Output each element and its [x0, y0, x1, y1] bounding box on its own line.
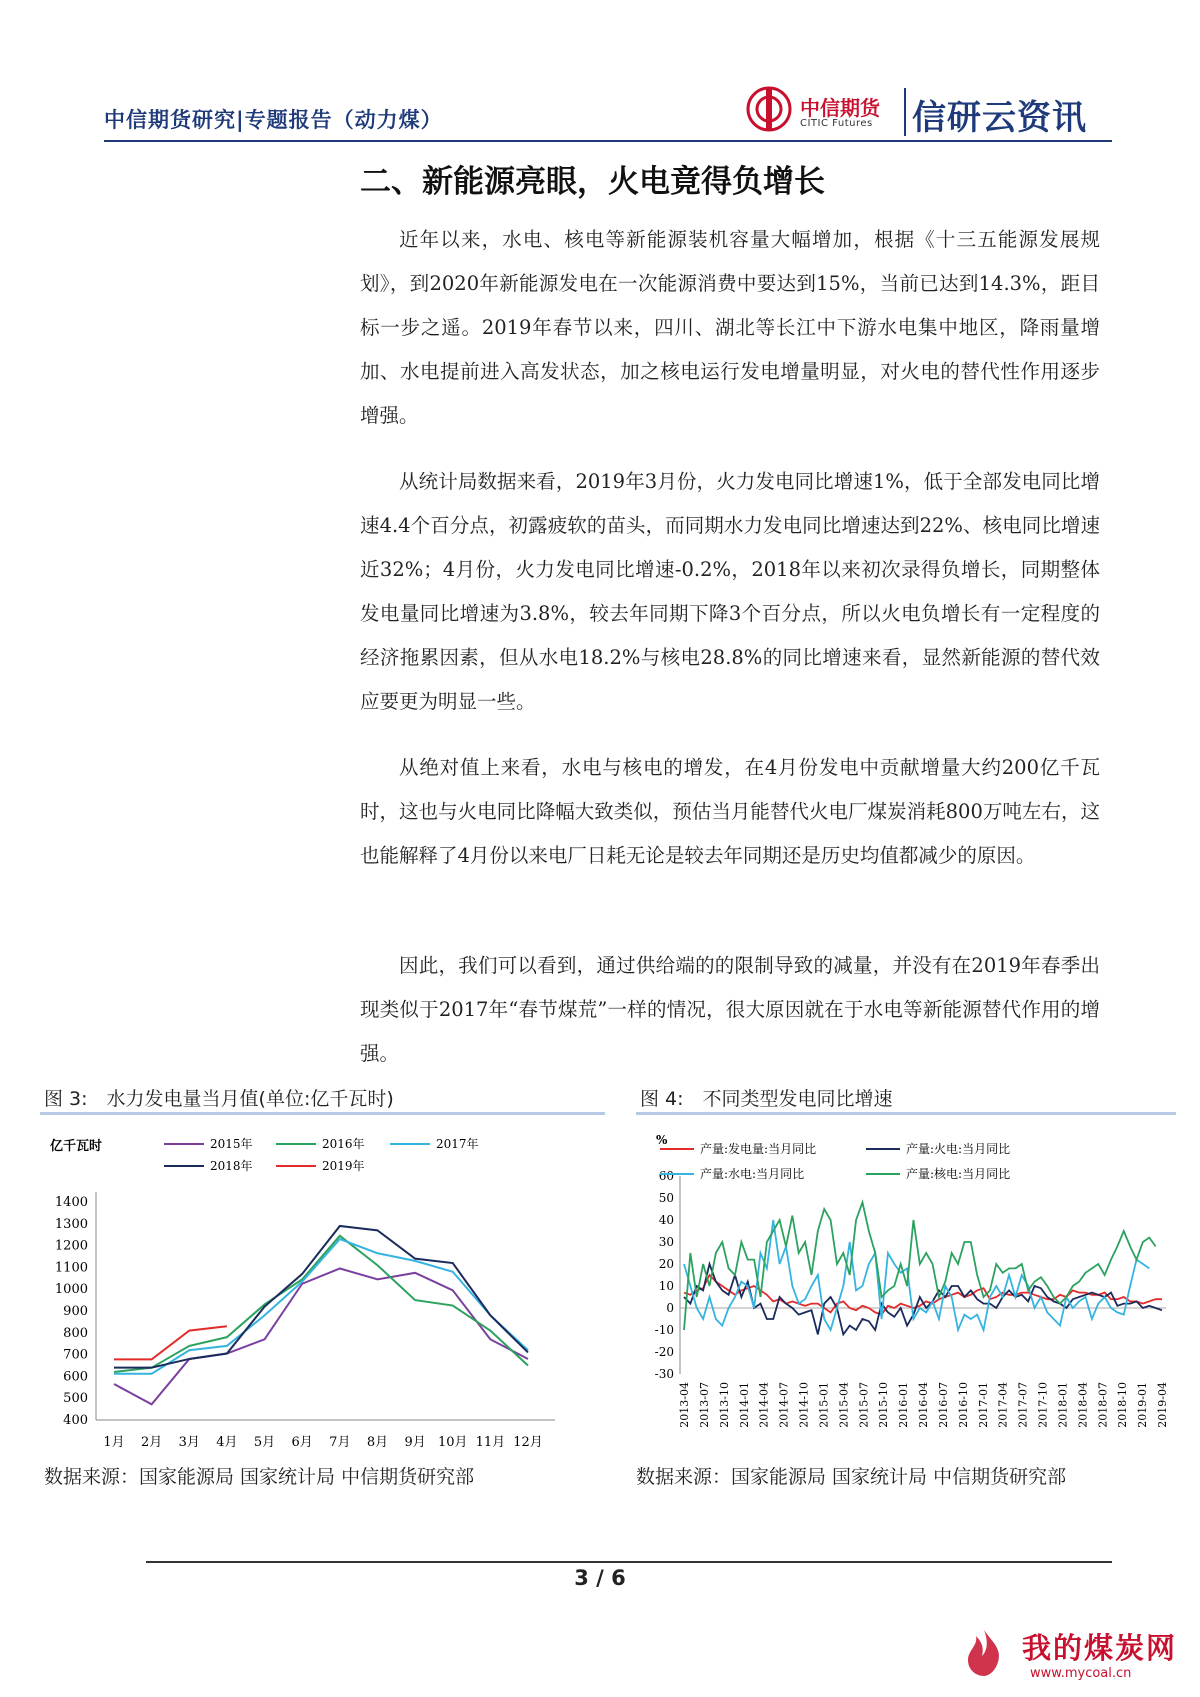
- paragraph-1: 近年以来，水电、核电等新能源装机容量大幅增加，根据《十三五能源发展规划》，到2020年新能源发电在一次能源消费中要达到15%，当前已达到14.3%，距目标一步之遥。2019年春节以来，四川、湖北等长江中下游水电集中地区，降雨量增加、水电提前进入高发状态，加之核电运行发电增量明显，对火电的替代性作用逐步增强。: [360, 228, 1100, 427]
- paragraph-2: 从统计局数据来看，2019年3月份，火力发电同比增速1%，低于全部发电同比增速4.4个百分点，初露疲软的苗头，而同期水力发电同比增速达到22%、核电同比增速近32%；4月份，火力发电同比增速-0.2%，2018年以来初次录得负增长，同期整体发电量同比增速为3.8%，较去年同期下降3个百分点，所以火电负增长有一定程度的经济拖累因素，但从水电18.2%与核电28.8%的同比增速来看，显然新能源的替代效应要更为明显一些。: [360, 470, 1100, 713]
- x-tick-label: 2015-04: [837, 1382, 851, 1428]
- y-tick-label: 50: [658, 1191, 674, 1205]
- y-tick-label: 900: [63, 1304, 88, 1319]
- y-tick-label: -20: [654, 1345, 674, 1359]
- x-tick-label: 2014-01: [737, 1382, 751, 1428]
- series-line-2016年: [114, 1236, 528, 1372]
- logo-english-name: CITIC Futures: [800, 118, 873, 129]
- paragraph-4: 因此，我们可以看到，通过供给端的的限制导致的减量，并没有在2019年春季出现类似于2017年“春节煤荒”一样的情况，很大原因就在于水电等新能源替代作用的增强。: [360, 954, 1100, 1065]
- x-tick-label: 2013-07: [697, 1382, 711, 1428]
- figure-3-caption: 图 3: 水力发电量当月值(单位:亿千瓦时): [44, 1088, 394, 1110]
- series-line-2015年: [114, 1268, 528, 1404]
- y-tick-label: 20: [658, 1257, 674, 1271]
- figure-4-source: 数据来源：国家能源局 国家统计局 中信期货研究部: [636, 1466, 1067, 1488]
- x-tick-label: 2019-04: [1156, 1382, 1169, 1428]
- y-tick-label: -30: [654, 1367, 674, 1381]
- generation-yoy-chart: [636, 1118, 1176, 1448]
- y-tick-label: 500: [63, 1391, 88, 1407]
- flame-logo-icon: [962, 1628, 1006, 1678]
- x-tick-label: 2016-04: [917, 1382, 930, 1428]
- legend-label: 产量:发电量:当月同比: [700, 1142, 817, 1156]
- x-tick-label: 10月: [437, 1435, 468, 1448]
- x-tick-label: 2018-07: [1096, 1382, 1110, 1428]
- y-tick-label: 1400: [54, 1195, 88, 1210]
- x-tick-label: 2017-01: [976, 1382, 990, 1428]
- brand-name: 信研云资讯: [912, 98, 1087, 138]
- x-tick-label: 2013-04: [678, 1382, 691, 1428]
- report-header-title: 中信期货研究|专题报告（动力煤）: [104, 108, 443, 132]
- legend-label: 2015年: [210, 1137, 253, 1151]
- y-tick-label: 400: [63, 1413, 88, 1428]
- x-tick-label: 2013-10: [717, 1382, 731, 1428]
- legend-label: 2017年: [436, 1137, 479, 1151]
- x-tick-label: 5月: [253, 1435, 276, 1448]
- legend-label: 产量:火电:当月同比: [906, 1142, 1011, 1156]
- series-line-产量:核电:当月同比: [684, 1202, 1156, 1330]
- x-tick-label: 2017-10: [1036, 1382, 1050, 1428]
- x-tick-label: 2018-01: [1056, 1382, 1070, 1428]
- y-axis-unit: %: [656, 1133, 668, 1147]
- hydro-monthly-chart: [40, 1118, 605, 1448]
- watermark-site-name: 我的煤炭网: [1022, 1631, 1178, 1665]
- figure-4-rule: [636, 1112, 1176, 1115]
- x-tick-label: 6月: [291, 1435, 313, 1448]
- x-tick-label: 8月: [366, 1435, 389, 1448]
- y-tick-label: 40: [658, 1213, 674, 1227]
- x-tick-label: 2014-04: [757, 1382, 771, 1428]
- legend-label: 2016年: [322, 1137, 365, 1151]
- legend-label: 2018年: [210, 1159, 253, 1173]
- x-tick-label: 2016-01: [897, 1382, 911, 1428]
- y-tick-label: 60: [658, 1169, 674, 1183]
- x-tick-label: 2017-07: [1016, 1382, 1030, 1428]
- x-tick-label: 2019-01: [1136, 1382, 1150, 1428]
- x-tick-label: 2018-04: [1076, 1382, 1090, 1428]
- x-tick-label: 2014-10: [797, 1382, 811, 1428]
- y-tick-label: 600: [63, 1369, 88, 1385]
- x-tick-label: 2015-01: [817, 1382, 831, 1428]
- x-tick-label: 2016-10: [956, 1382, 970, 1428]
- x-tick-label: 3月: [178, 1435, 200, 1448]
- figure-3-source: 数据来源：国家能源局 国家统计局 中信期货研究部: [44, 1466, 475, 1488]
- logo-separator: [904, 88, 906, 136]
- x-tick-label: 2017-04: [996, 1382, 1010, 1428]
- y-tick-label: 1200: [54, 1238, 88, 1254]
- legend-label: 产量:核电:当月同比: [906, 1167, 1011, 1181]
- x-tick-label: 2014-07: [777, 1382, 791, 1428]
- x-tick-label: 2018-10: [1116, 1382, 1130, 1428]
- figure-3-rule: [40, 1112, 605, 1115]
- x-tick-label: 4月: [216, 1435, 238, 1448]
- y-tick-label: 1300: [54, 1216, 88, 1232]
- x-tick-label: 2015-07: [857, 1382, 871, 1428]
- logo-chinese-name: 中信期货: [800, 96, 880, 120]
- y-tick-label: 10: [658, 1279, 674, 1293]
- legend-label: 2019年: [322, 1159, 365, 1173]
- y-tick-label: 30: [658, 1235, 674, 1249]
- figure-4-caption: 图 4: 不同类型发电同比增速: [640, 1088, 893, 1110]
- legend-label: 产量:水电:当月同比: [700, 1167, 805, 1181]
- x-tick-label: 11月: [475, 1435, 506, 1448]
- paragraph-3: 从绝对值上来看，水电与核电的增发，在4月份发电中贡献增量大约200亿千瓦时，这也与火电同比降幅大致类似，预估当月能替代火电厂煤炭消耗800万吨左右，这也能解释了4月份以来电厂日耗无论是较去年同期还是历史均值都减少的原因。: [360, 756, 1100, 867]
- y-tick-label: -10: [654, 1323, 674, 1337]
- series-line-2019年: [114, 1326, 227, 1359]
- x-tick-label: 7月: [329, 1435, 351, 1448]
- header-divider: [104, 140, 1112, 142]
- y-tick-label: 700: [63, 1347, 88, 1363]
- x-tick-label: 2016-07: [936, 1382, 950, 1428]
- x-tick-label: 9月: [404, 1435, 426, 1448]
- citic-logo-icon: [744, 84, 794, 134]
- footer-divider: [146, 1561, 1112, 1563]
- x-tick-label: 2月: [140, 1435, 163, 1448]
- x-tick-label: 12月: [513, 1435, 543, 1448]
- series-line-2018年: [114, 1226, 528, 1368]
- y-tick-label: 0: [666, 1301, 674, 1315]
- y-tick-label: 1000: [54, 1282, 88, 1298]
- y-axis-unit: 亿千瓦时: [50, 1139, 103, 1154]
- y-tick-label: 800: [63, 1325, 88, 1341]
- section-title: 二、新能源亮眼，火电竟得负增长: [360, 164, 825, 200]
- y-tick-label: 1100: [54, 1260, 88, 1276]
- watermark-url: www.mycoal.cn: [1030, 1666, 1132, 1681]
- x-tick-label: 1月: [103, 1435, 125, 1448]
- x-tick-label: 2015-10: [877, 1382, 891, 1428]
- page-number: 3 / 6: [574, 1566, 626, 1590]
